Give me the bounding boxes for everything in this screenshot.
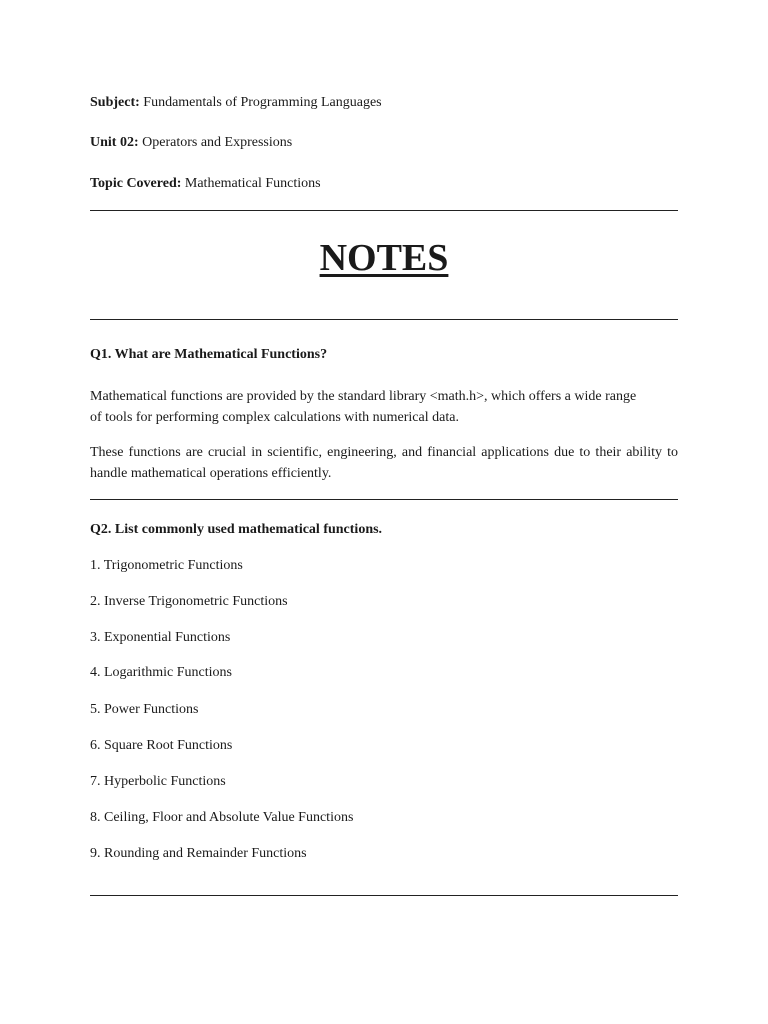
list-item: 4. Logarithmic Functions: [90, 665, 232, 680]
list-item: 7. Hyperbolic Functions: [90, 774, 226, 789]
subject-line: [90, 94, 382, 112]
subject-value: Fundamentals of Programming Languages: [139, 95, 382, 110]
list-item: 9. Rounding and Remainder Functions: [90, 846, 307, 861]
unit-line: [90, 134, 292, 152]
subject-label: Subject:: [90, 95, 140, 110]
list-item: 6. Square Root Functions: [90, 738, 233, 753]
list-item: 1. Trigonometric Functions: [90, 558, 243, 573]
topic-label: Topic Covered:: [90, 176, 182, 191]
divider-3: [90, 499, 678, 500]
divider-2: [90, 319, 678, 320]
unit-label: Unit 02:: [90, 135, 139, 150]
list-item: 8. Ceiling, Floor and Absolute Value Functions: [90, 810, 354, 825]
notes-title: NOTES: [319, 237, 449, 279]
list-item: 2. Inverse Trigonometric Functions: [90, 594, 288, 609]
topic-value: Mathematical Functions: [181, 176, 321, 191]
unit-value: Operators and Expressions: [138, 135, 293, 150]
q1-question: Q1. What are Mathematical Functions?: [90, 347, 328, 362]
list-item: 3. Exponential Functions: [90, 630, 231, 645]
divider-1: [90, 210, 678, 211]
q2-question: Q2. List commonly used mathematical functions.: [90, 522, 383, 537]
q1-paragraph-2: These functions are crucial in scientific, engineering, and financial applications due to their ability to handle mathematical operations efficiently.: [90, 445, 678, 481]
list-item: 5. Power Functions: [90, 702, 199, 717]
divider-4: [90, 895, 678, 896]
topic-line: [90, 175, 321, 193]
q1-paragraph-1: Mathematical functions are provided by the standard library <math.h>, which offers a wide range of tools for performing complex calculations with numerical data.: [90, 389, 637, 425]
